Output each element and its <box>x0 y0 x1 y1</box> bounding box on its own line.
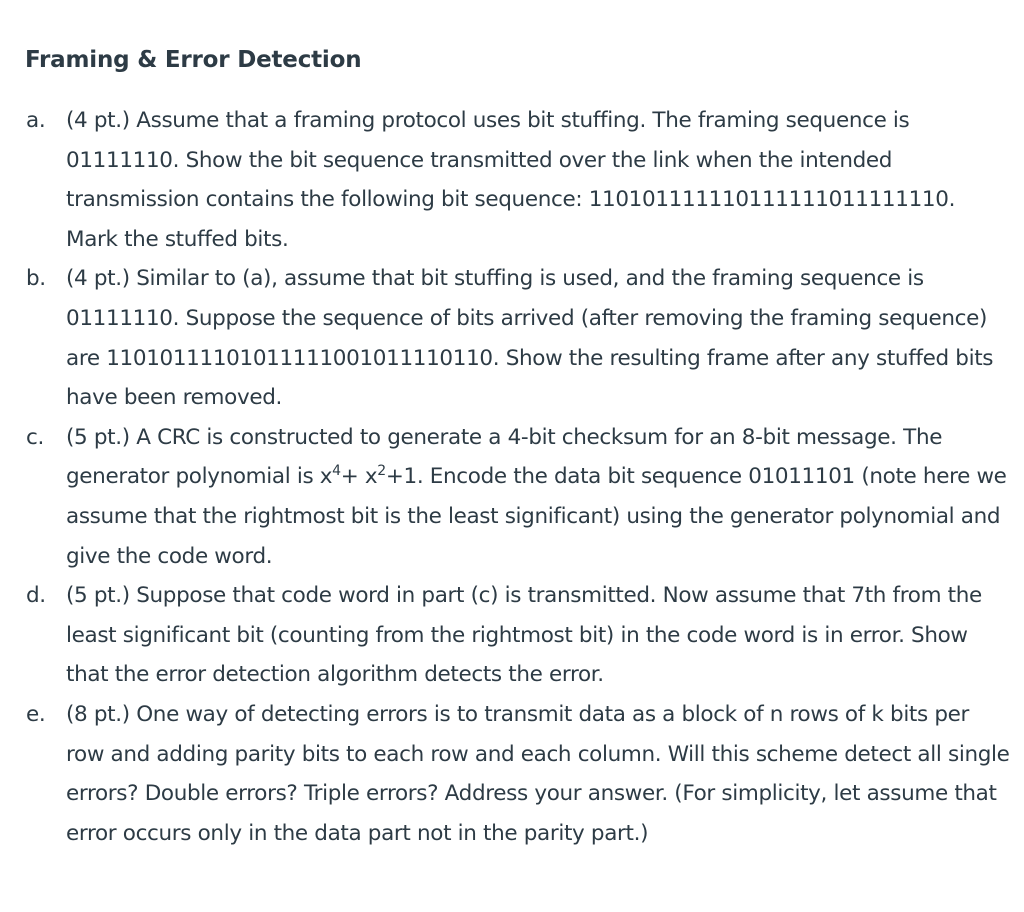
question-d-text-0: (5 pt.) Suppose that code word in part (c) is transmitted. Now assume that 7th from the least significant bit (counting from the rightmost bit) in the code word is in error. Show that the error detection algorithm detects the error. <box>66 583 982 688</box>
question-b <box>26 259 1011 417</box>
question-c-marker: c. <box>26 424 44 450</box>
question-d <box>26 576 1011 695</box>
question-e-text <box>66 702 1010 846</box>
question-c-text <box>66 425 1007 569</box>
question-c <box>26 418 1011 576</box>
question-c-text-0: (5 pt.) A CRC is constructed to generate a 4-bit checksum for an 8-bit message. The generator polynomial is x <box>66 424 943 490</box>
question-c-exponent-2: 2 <box>377 463 386 480</box>
question-e-text-0: (8 pt.) One way of detecting errors is to transmit data as a block of n rows of k bits per row and adding parity bits to each row and each column. Will this scheme detect all single errors? Double errors? Triple errors? Address your answer. (For simplicity, let assume that error occurs only in the data part not in the parity part.) <box>66 701 1010 846</box>
question-a <box>26 101 1011 259</box>
question-list <box>26 101 1011 853</box>
question-e <box>26 695 1011 853</box>
question-a-marker: a. <box>26 108 46 133</box>
question-c-text-4: +1. Encode the data bit sequence 01011101 (note here we assume that the rightmost bit is the least significant) using the generator polynomial and give the code word. <box>66 464 1007 569</box>
question-b-text-0: (4 pt.) Similar to (a), assume that bit stuffing is used, and the framing sequence is 01111110. Suppose the sequence of bits arrived (after removing the framing sequence) are 11010111101011111001011110110. Show the resulting frame after any stuffed bits have been removed. <box>66 266 994 411</box>
question-b-marker: b. <box>26 266 46 292</box>
question-c-text-2: + x <box>340 464 378 490</box>
question-d-text <box>66 583 982 687</box>
question-a-text <box>66 108 955 252</box>
section-heading: Framing & Error Detection <box>25 47 362 73</box>
question-e-marker: e. <box>26 701 46 727</box>
question-b-text <box>66 266 993 410</box>
question-a-text-0: (4 pt.) Assume that a framing protocol uses bit stuffing. The framing sequence is 01111110. Show the bit sequence transmitted over the link when the intended transmission contains the following bit sequence: 110101111110111111011111110. Mark the stuffed bits. <box>66 108 956 252</box>
question-d-marker: d. <box>26 583 46 609</box>
question-c-exponent-4: 4 <box>332 463 341 480</box>
